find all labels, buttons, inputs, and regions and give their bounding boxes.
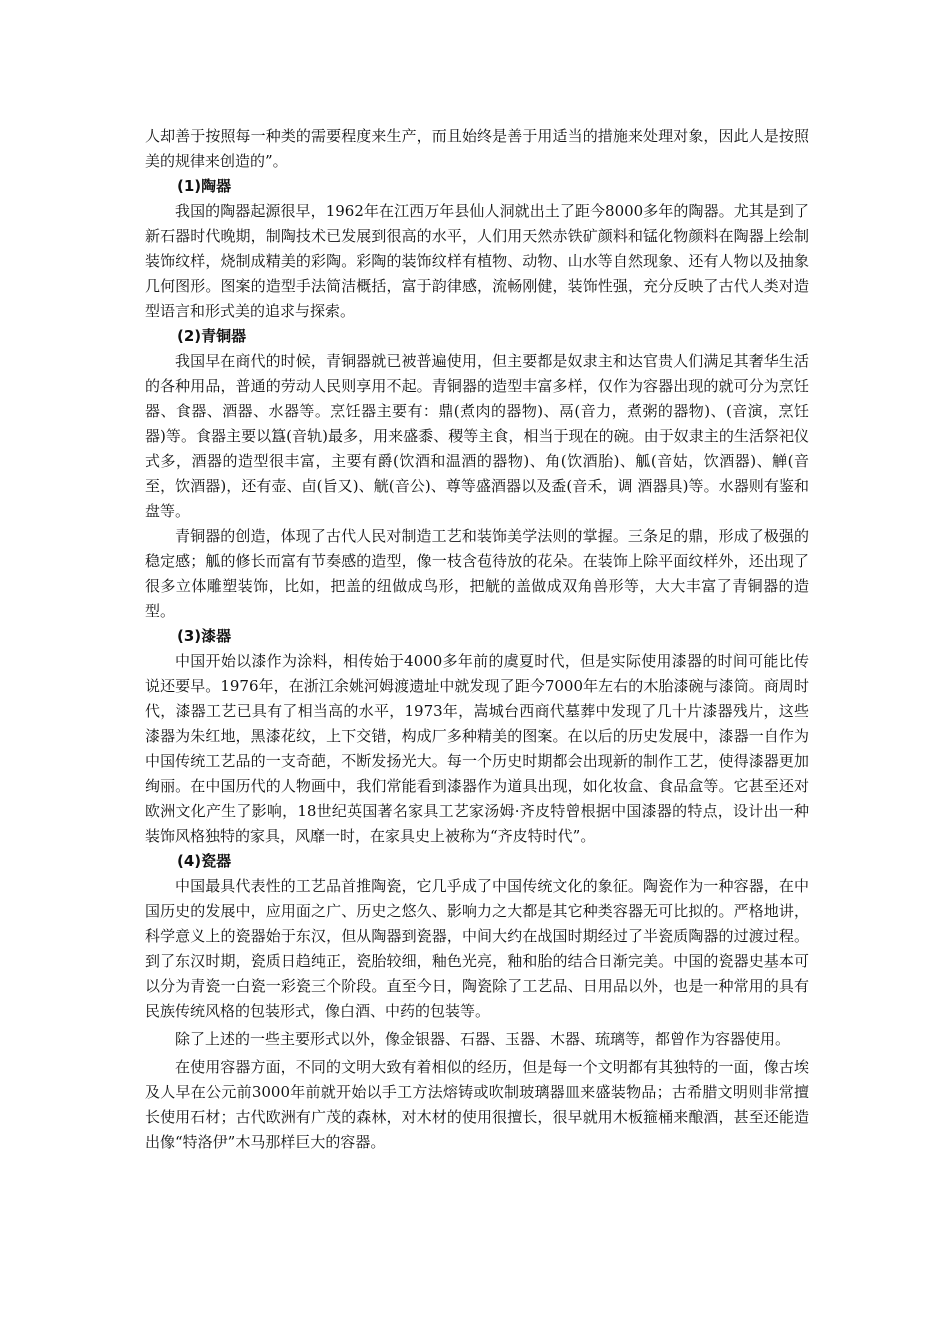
porcelain-paragraph: 中国最具代表性的工艺品首推陶瓷，它几乎成了中国传统文化的象征。陶瓷作为一种容器，在中国历史的发展中，应用面之广、历史之悠久、影响力之大都是其它种类容器无可比拟的。严格地讲，科学意义上的瓷器始于东汉，但从陶器到瓷器，中间大约在战国时期经过了半瓷质陶器的过渡过程。到了东汉时期，瓷质日趋纯正，瓷胎较细，釉色光亮，釉和胎的结合日渐完美。中国的瓷器史基本可以分为青瓷一白瓷一彩瓷三个阶段。直至今日，陶瓷除了工艺品、日用品以外，也是一种常用的具有民族传统风格的包装形式，像白酒、中药的包装等。 (145, 877, 809, 1020)
world-civilizations-paragraph: 在使用容器方面，不同的文明大致有着相似的经历，但是每一个文明都有其独特的一面，像古埃及人早在公元前3000年前就开始以手工方法熔铸或吹制玻璃器皿来盛装物品；古希腊文明则非常擅长使用石材；古代欧洲有广茂的森林，对木材的使用很擅长，很早就用木板箍桶来酿酒，甚至还能造出像“特洛伊”木马那样巨大的容器。 (145, 1058, 809, 1151)
section-heading-lacquer: (3)漆器 (177, 627, 232, 645)
intro-paragraph: 人却善于按照每一种类的需要程度来生产，而且始终是善于用适当的措施来处理对象，因此人是按照美的规律来创造的”。 (145, 127, 809, 170)
pottery-paragraph: 我国的陶器起源很早，1962年在江西万年县仙人洞就出土了距今8000多年的陶器。尤其是到了新石器时代晚期，制陶技术已发展到很高的水平，人们用天然赤铁矿颜料和锰化物颜料在陶器上绘制装饰纹样，烧制成精美的彩陶。彩陶的装饰纹样有植物、动物、山水等自然现象、还有人物以及抽象几何图形。图案的造型手法简洁概括，富于韵律感，流畅刚健，装饰性强，充分反映了古代人类对造型语言和形式美的追求与探索。 (145, 202, 809, 320)
bronze-paragraph-2: 青铜器的创造，体现了古代人民对制造工艺和装饰美学法则的掌握。三条足的鼎，形成了极强的稳定感；觚的修长而富有节奏感的造型，像一枝含苞待放的花朵。在装饰上除平面纹样外，还出现了很多立体雕塑装饰，比如，把盖的纽做成鸟形，把觥的盖做成双角兽形等，大大丰富了青铜器的造型。 (145, 527, 809, 620)
lacquer-paragraph: 中国开始以漆作为涂料，相传始于4000多年前的虞夏时代，但是实际使用漆器的时间可能比传说还要早。1976年，在浙江余姚河姆渡遗址中就发现了距今7000年左右的木胎漆碗与漆筒。商周时代，漆器工艺已具有了相当高的水平，1973年，嵩城台西商代墓葬中发现了几十片漆器残片，这些漆器为朱红地，黑漆花纹，上下交错，构成厂多种精美的图案。在以后的历史发展中，漆器一自作为中国传统工艺品的一支奇葩，不断发扬光大。每一个历史时期都会出现新的制作工艺，使得漆器更加绚丽。在中国历代的人物画中，我们常能看到漆器作为道具出现，如化妆盒、食品盒等。它甚至还对欧洲文化产生了影响，18世纪英国著名家具工艺家汤姆·齐皮特曾根据中国漆器的特点，设计出一种装饰风格独特的家具，风靡一时，在家具史上被称为“齐皮特时代”。 (145, 652, 809, 845)
section-heading-porcelain: (4)瓷器 (177, 852, 232, 870)
document-body (145, 124, 809, 1155)
section-heading-bronze: (2)青铜器 (177, 327, 247, 345)
bronze-paragraph-1: 我国早在商代的时候，青铜器就已被普遍使用，但主要都是奴隶主和达官贵人们满足其奢华生活的各种用品，普通的劳动人民则享用不起。青铜器的造型丰富多样，仅作为容器出现的就可分为烹饪器、食器、酒器、水器等。烹饪器主要有：鼎(煮肉的器物)、鬲(音力，煮粥的器物)、(音演，烹饪器)等。食器主要以簋(音轨)最多，用来盛黍、稷等主食，相当于现在的碗。由于奴隶主的生活祭祀仪式多，酒器的造型很丰富，主要有爵(饮酒和温酒的器物)、角(饮酒胎)、觚(音姑，饮酒器)、觯(音至，饮酒器)，还有壶、卣(旨又)、觥(音公)、尊等盛酒器以及盉(音禾，调 酒器具)等。水器则有鉴和盘等。 (145, 352, 809, 520)
section-heading-pottery: (1)陶器 (177, 177, 232, 195)
other-materials-paragraph: 除了上述的一些主要形式以外，像金银器、石器、玉器、木器、琉璃等，都曾作为容器使用。 (175, 1030, 791, 1048)
